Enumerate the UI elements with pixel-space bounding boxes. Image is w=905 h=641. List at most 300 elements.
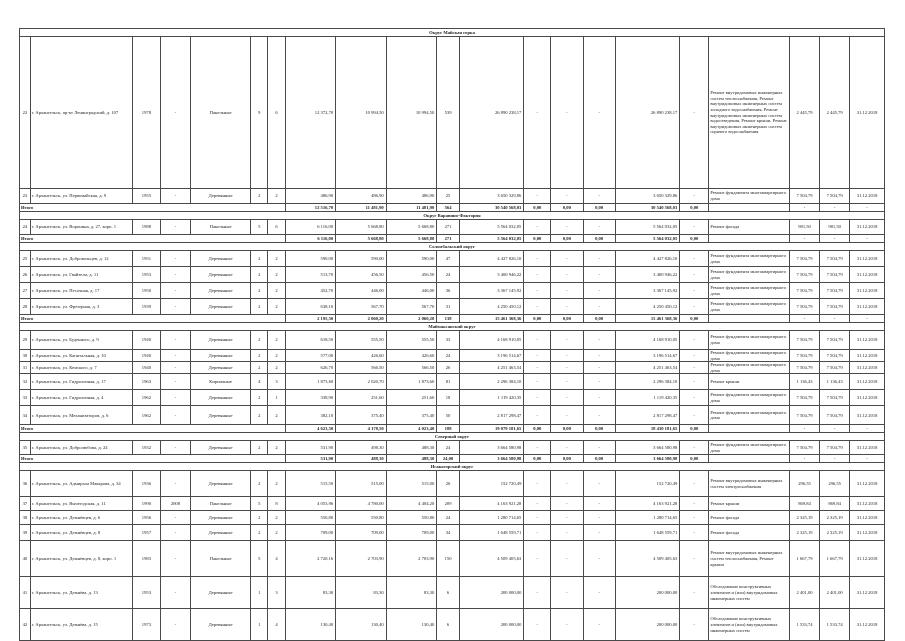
cell-c1: - xyxy=(524,511,551,525)
cell-entrances: 2 xyxy=(268,299,285,315)
cell-no: 29 xyxy=(20,331,31,350)
cell-cost: 4 427 826,10 xyxy=(459,251,524,267)
cell-c1: - xyxy=(524,497,551,511)
cell-work: Ремонт фасада xyxy=(709,525,790,541)
table-row xyxy=(20,541,885,577)
cell-entrances: 2 xyxy=(268,267,285,283)
cell-p1: 7 504,79 xyxy=(789,331,819,350)
cell-cost: 5 564 032,05 xyxy=(459,220,524,235)
cell-c3: - xyxy=(583,267,615,283)
cell-date: 31.12.2018 xyxy=(850,471,885,497)
cell-material: Деревянные xyxy=(190,525,250,541)
cell-p2: 1 136,43 xyxy=(820,374,850,390)
total-cell-area-live: 4 023,40 xyxy=(386,425,437,433)
cell-c5: - xyxy=(680,299,709,315)
cell-entrances: 2 xyxy=(268,471,285,497)
cell-p2: 7 504,79 xyxy=(820,299,850,315)
cell-p1: 2 325,19 xyxy=(789,525,819,541)
cell-people: 50 xyxy=(437,406,460,425)
cell-material: Кирпичные xyxy=(190,374,250,390)
cell-people: 24 xyxy=(437,511,460,525)
cell-c4: 1 280 714,65 xyxy=(615,511,680,525)
total-cell-c2: 0,00 xyxy=(551,235,583,243)
cell-c4: 4 163 921,28 xyxy=(615,497,680,511)
cell-material: Деревянные xyxy=(190,609,250,641)
total-cell-p2: - xyxy=(820,204,850,212)
cell-year: 1956 xyxy=(132,511,160,525)
cell-area-live: 550,80 xyxy=(386,511,437,525)
total-cell-c4: 15 461 368,36 xyxy=(615,315,680,323)
cell-date: 31.12.2018 xyxy=(850,220,885,235)
cell-area-res: 130,40 xyxy=(336,609,387,641)
cell-cost: 1 119 420,35 xyxy=(459,390,524,406)
cell-entrances: 6 xyxy=(268,220,285,235)
cell-floors: 2 xyxy=(251,331,268,350)
cell-c4: 3 367 145,92 xyxy=(615,283,680,299)
cell-area-total: 513,70 xyxy=(285,267,336,283)
cell-floors: 5 xyxy=(251,220,268,235)
total-row xyxy=(20,455,885,463)
cell-c2: - xyxy=(551,251,583,267)
cell-year2: - xyxy=(160,331,190,350)
cell-c5: - xyxy=(680,37,709,189)
cell-area-total: 618,50 xyxy=(285,331,336,350)
cell-no: 23 xyxy=(20,189,31,204)
cell-year: 1988 xyxy=(132,220,160,235)
cell-p1: 7 504,79 xyxy=(789,283,819,299)
cell-work: Ремонт фундамента многоквартирного дома xyxy=(709,441,790,455)
table-row xyxy=(20,406,885,425)
cell-c1: - xyxy=(524,251,551,267)
cell-year: 1973 xyxy=(132,609,160,641)
cell-work: Ремонт крыши xyxy=(709,374,790,390)
cell-year: 1962 xyxy=(132,406,160,425)
cell-c4: 4 168 910,05 xyxy=(615,331,680,350)
total-cell-work xyxy=(709,455,790,463)
total-cell-area-live: 5 668,80 xyxy=(386,235,437,243)
total-cell-c2: 0,00 xyxy=(551,204,583,212)
cell-c3: - xyxy=(583,251,615,267)
cell-year: 1950 xyxy=(132,283,160,299)
cell-people: 34 xyxy=(437,525,460,541)
cell-c5: - xyxy=(680,497,709,511)
cell-area-live: 251,60 xyxy=(386,390,437,406)
cell-c5: - xyxy=(680,331,709,350)
cell-people: 81 xyxy=(437,374,460,390)
cell-people: 6 xyxy=(437,609,460,641)
total-cell-cost: 15 461 368,36 xyxy=(459,315,524,323)
table-row xyxy=(20,497,885,511)
cell-addr: г. Архангельск, ул. Гвайзели, д. 11 xyxy=(30,267,132,283)
total-cell-date: - xyxy=(850,204,885,212)
total-cell-area-res: 2 060,20 xyxy=(336,315,387,323)
cell-no: 35 xyxy=(20,441,31,455)
total-cell-c5: 0,00 xyxy=(680,315,709,323)
section-title: Исакогорский округ xyxy=(20,463,885,471)
cell-year: 1951 xyxy=(132,251,160,267)
cell-c5: - xyxy=(680,525,709,541)
cell-floors: 2 xyxy=(251,362,268,374)
cell-c3: - xyxy=(583,374,615,390)
cell-work: Ремонт фундамента многоквартирного дома xyxy=(709,299,790,315)
cell-c5: - xyxy=(680,541,709,577)
cell-year2: - xyxy=(160,299,190,315)
table-row xyxy=(20,471,885,497)
cell-c2: - xyxy=(551,406,583,425)
total-cell-work xyxy=(709,204,790,212)
cell-year2: - xyxy=(160,441,190,455)
total-row xyxy=(20,315,885,323)
cell-addr: г. Архангельск, ул. Гидролизная, д. 17 xyxy=(30,374,132,390)
cell-material: Деревянные xyxy=(190,471,250,497)
cell-addr: г. Архангельск, ул. Капитальная, д. 10 xyxy=(30,350,132,362)
cell-year2: - xyxy=(160,609,190,641)
cell-c5: - xyxy=(680,577,709,609)
cell-c3: - xyxy=(583,541,615,577)
cell-c3: - xyxy=(583,331,615,350)
cell-c1: - xyxy=(524,283,551,299)
cell-c2: - xyxy=(551,497,583,511)
cell-date: 31.12.2018 xyxy=(850,541,885,577)
cell-date: 31.12.2018 xyxy=(850,350,885,362)
cell-floors: 2 xyxy=(251,511,268,525)
cell-c1: - xyxy=(524,350,551,362)
total-cell-c3: 0,00 xyxy=(583,235,615,243)
cell-c5: - xyxy=(680,362,709,374)
cell-area-total: 577,00 xyxy=(285,350,336,362)
cell-work: Ремонт фундамента многоквартирного дома xyxy=(709,406,790,425)
cell-area-live: 130,40 xyxy=(386,609,437,641)
total-cell-work xyxy=(709,315,790,323)
cell-year: 1932 xyxy=(132,441,160,455)
cell-work: Обследование конструктивных элементов и (или) внутридомовых инженерных систем xyxy=(709,609,790,641)
cell-area-live: 426,60 xyxy=(386,350,437,362)
cell-area-res: 550,80 xyxy=(336,511,387,525)
cell-addr: г. Архангельск, ул. Гидролизная, д. 4 xyxy=(30,390,132,406)
cell-c2: - xyxy=(551,331,583,350)
cell-area-live: 4 404,20 xyxy=(386,497,437,511)
cell-no: 37 xyxy=(20,497,31,511)
cell-c1: - xyxy=(524,471,551,497)
cell-entrances: 4 xyxy=(268,541,285,577)
table-row xyxy=(20,350,885,362)
cell-addr: г. Архангельск, ул. Дежнёва, д. 15 xyxy=(30,609,132,641)
cell-area-total: 1 873,60 xyxy=(285,374,336,390)
cell-material: Панельные xyxy=(190,37,250,189)
cell-c5: - xyxy=(680,511,709,525)
cell-floors: 2 xyxy=(251,267,268,283)
cell-c3: - xyxy=(583,299,615,315)
cell-area-total: 531,90 xyxy=(285,441,336,455)
cell-p2: 2 325,19 xyxy=(820,511,850,525)
cell-c4: 4 250 450,12 xyxy=(615,299,680,315)
cell-material: Деревянные xyxy=(190,283,250,299)
table-row xyxy=(20,525,885,541)
cell-c1: - xyxy=(524,37,551,189)
cell-year: 1936 xyxy=(132,471,160,497)
cell-p2: 7 504,79 xyxy=(820,441,850,455)
cell-cost: 1 280 714,65 xyxy=(459,511,524,525)
cell-area-live: 488,30 xyxy=(386,441,437,455)
total-cell-c4: 3 664 580,98 xyxy=(615,455,680,463)
cell-cost: 2 817 298,47 xyxy=(459,406,524,425)
cell-c2: - xyxy=(551,299,583,315)
total-label: Итого xyxy=(20,455,286,463)
total-cell-c1: 0,00 xyxy=(524,235,551,243)
cell-c5: - xyxy=(680,374,709,390)
cell-year: 1990 xyxy=(132,497,160,511)
cell-p2: 2 445,79 xyxy=(820,37,850,189)
cell-floors: 5 xyxy=(251,497,268,511)
total-cell-work xyxy=(709,235,790,243)
cell-p2: 7 504,79 xyxy=(820,390,850,406)
cell-area-total: 515,50 xyxy=(285,471,336,497)
cell-p1: 7 504,79 xyxy=(789,406,819,425)
cell-people: 26 xyxy=(437,362,460,374)
total-cell-p1: - xyxy=(789,204,819,212)
cell-addr: г. Архангельск, ул. Песочная, д. 17 xyxy=(30,283,132,299)
cell-addr: г. Архангельск, ул. Первомайская, д. 9 xyxy=(30,189,132,204)
cell-area-total: 452,70 xyxy=(285,283,336,299)
cell-cost: 4 250 450,12 xyxy=(459,299,524,315)
cell-c5: - xyxy=(680,406,709,425)
cell-addr: г. Архангельск, ул. Дежнёва, д. 13 xyxy=(30,577,132,609)
cell-year2: - xyxy=(160,525,190,541)
total-cell-area-total: 12 516,70 xyxy=(285,204,336,212)
cell-addr: г. Архангельск, ул. Дежнёвцев, д. 8, корп. 1 xyxy=(30,541,132,577)
cell-c2: - xyxy=(551,283,583,299)
cell-no: 28 xyxy=(20,299,31,315)
cell-year2: - xyxy=(160,577,190,609)
table-row xyxy=(20,37,885,189)
cell-entrances: 2 xyxy=(268,350,285,362)
cell-area-res: 10 994,50 xyxy=(336,37,387,189)
cell-area-live: 590,00 xyxy=(386,251,437,267)
cell-floors: 1 xyxy=(251,609,268,641)
cell-entrances: 3 xyxy=(268,374,285,390)
cell-no: 39 xyxy=(20,525,31,541)
cell-people: 36 xyxy=(437,283,460,299)
table-row xyxy=(20,251,885,267)
cell-people: 24 xyxy=(437,441,460,455)
cell-addr: г. Архангельск, ул. Фрезерная, д. 3 xyxy=(30,299,132,315)
cell-area-live: 83,30 xyxy=(386,577,437,609)
cell-date: 31.12.2018 xyxy=(850,331,885,350)
cell-p1: 869,84 xyxy=(789,497,819,511)
cell-p1: 2 401,00 xyxy=(789,577,819,609)
cell-area-live: 5 668,80 xyxy=(386,220,437,235)
cell-p1: 7 504,79 xyxy=(789,362,819,374)
cell-c3: - xyxy=(583,220,615,235)
cell-c2: - xyxy=(551,189,583,204)
total-row xyxy=(20,425,885,433)
cell-year2: - xyxy=(160,220,190,235)
cell-c4: 4 427 826,10 xyxy=(615,251,680,267)
cell-floors: 2 xyxy=(251,525,268,541)
cell-addr: г. Архангельск, ул. Механизаторов, д. 6 xyxy=(30,406,132,425)
cell-area-res: 2 020,70 xyxy=(336,374,387,390)
total-cell-p1: - xyxy=(789,425,819,433)
total-cell-c4: 5 564 032,05 xyxy=(615,235,680,243)
cell-area-live: 567,70 xyxy=(386,299,437,315)
cell-year2: - xyxy=(160,37,190,189)
cell-c2: - xyxy=(551,471,583,497)
housing-repair-table xyxy=(19,28,885,641)
table-row xyxy=(20,511,885,525)
cell-area-total: 6 116,00 xyxy=(285,220,336,235)
cell-area-total: 130,40 xyxy=(285,609,336,641)
cell-work: Ремонт фундамента многоквартирного дома xyxy=(709,390,790,406)
total-cell-c1: 0,00 xyxy=(524,455,551,463)
total-cell-people: 564 xyxy=(437,204,460,212)
cell-entrances: 4 xyxy=(268,609,285,641)
cell-area-live: 1 873,60 xyxy=(386,374,437,390)
cell-addr: г. Архангельск, ул. Вычегодская, д. 11 xyxy=(30,497,132,511)
cell-cost: 200 000,00 xyxy=(459,577,524,609)
cell-date: 31.12.2018 xyxy=(850,577,885,609)
cell-area-res: 83,30 xyxy=(336,577,387,609)
table-row xyxy=(20,609,885,641)
cell-year: 1962 xyxy=(132,390,160,406)
cell-floors: 2 xyxy=(251,406,268,425)
cell-people: 25 xyxy=(437,189,460,204)
cell-p2: 1 667,79 xyxy=(820,541,850,577)
cell-c2: - xyxy=(551,441,583,455)
cell-p1: 1 667,79 xyxy=(789,541,819,577)
cell-work: Ремонт фундамента многоквартирного дома xyxy=(709,283,790,299)
cell-no: 26 xyxy=(20,267,31,283)
cell-year: 1955 xyxy=(132,189,160,204)
cell-c3: - xyxy=(583,406,615,425)
cell-c3: - xyxy=(583,497,615,511)
cell-year2: 2008 xyxy=(160,497,190,511)
cell-c2: - xyxy=(551,374,583,390)
cell-date: 31.12.2018 xyxy=(850,511,885,525)
cell-addr: г. Архангельск, ул. Дежнёвцев, д. 8 xyxy=(30,525,132,541)
cell-material: Деревянные xyxy=(190,189,250,204)
cell-entrances: 2 xyxy=(268,406,285,425)
cell-c5: - xyxy=(680,471,709,497)
cell-floors: 2 xyxy=(251,390,268,406)
total-cell-c3: 0,00 xyxy=(583,315,615,323)
cell-p1: 2 325,19 xyxy=(789,511,819,525)
cell-work: Ремонт внутридомовых инженерных систем теплоснабжения, Ремонт крыши xyxy=(709,541,790,577)
total-cell-c4: 18 430 181,65 xyxy=(615,425,680,433)
cell-area-total: 590,00 xyxy=(285,251,336,267)
cell-floors: 2 xyxy=(251,251,268,267)
cell-no: 41 xyxy=(20,577,31,609)
cell-c4: 4 509 405,63 xyxy=(615,541,680,577)
total-cell-area-live: 11 481,90 xyxy=(386,204,437,212)
cell-area-res: 566,50 xyxy=(336,362,387,374)
cell-area-res: 251,60 xyxy=(336,390,387,406)
cell-cost: 152 720,49 xyxy=(459,471,524,497)
table-row xyxy=(20,331,885,350)
cell-material: Деревянные xyxy=(190,406,250,425)
cell-p2: 7 504,79 xyxy=(820,350,850,362)
cell-no: 22 xyxy=(20,37,31,189)
total-label: Итого xyxy=(20,204,286,212)
cell-no: 34 xyxy=(20,406,31,425)
cell-p2: 7 504,79 xyxy=(820,251,850,267)
cell-people: 24 xyxy=(437,267,460,283)
section-title: Округ Майская горка xyxy=(20,29,885,37)
cell-people: 6 xyxy=(437,577,460,609)
total-cell-work xyxy=(709,425,790,433)
cell-material: Панельные xyxy=(190,541,250,577)
cell-addr: г. Архангельск, ул. Кемского, д. 7 xyxy=(30,362,132,374)
cell-c2: - xyxy=(551,350,583,362)
total-cell-date: - xyxy=(850,425,885,433)
cell-p2: 869,84 xyxy=(820,497,850,511)
cell-year: 1940 xyxy=(132,331,160,350)
cell-no: 31 xyxy=(20,362,31,374)
cell-work: Ремонт фундамента многоквартирного дома xyxy=(709,350,790,362)
cell-c1: - xyxy=(524,577,551,609)
cell-c3: - xyxy=(583,189,615,204)
cell-p2: 7 504,79 xyxy=(820,267,850,283)
cell-year: 1940 xyxy=(132,350,160,362)
cell-year2: - xyxy=(160,283,190,299)
total-cell-p2: - xyxy=(820,425,850,433)
total-label: Итого xyxy=(20,235,286,243)
cell-cost: 3 196 514,67 xyxy=(459,350,524,362)
total-cell-c1: 0,00 xyxy=(524,204,551,212)
cell-material: Деревянные xyxy=(190,299,250,315)
cell-year2: - xyxy=(160,511,190,525)
cell-c1: - xyxy=(524,541,551,577)
cell-people: 33 xyxy=(437,331,460,350)
cell-area-live: 2 703,90 xyxy=(386,541,437,577)
cell-p1: 7 504,79 xyxy=(789,299,819,315)
table-row xyxy=(20,577,885,609)
cell-c2: - xyxy=(551,525,583,541)
cell-date: 31.12.2018 xyxy=(850,251,885,267)
cell-c1: - xyxy=(524,441,551,455)
cell-p1: 2 445,79 xyxy=(789,37,819,189)
cell-people: 271 xyxy=(437,220,460,235)
total-cell-cost: 19 079 181,65 xyxy=(459,425,524,433)
cell-floors: 2 xyxy=(251,471,268,497)
cell-c5: - xyxy=(680,609,709,641)
cell-cost: 3 664 580,98 xyxy=(459,441,524,455)
total-cell-p2: - xyxy=(820,235,850,243)
cell-entrances: 1 xyxy=(268,390,285,406)
cell-cost: 200 000,00 xyxy=(459,609,524,641)
cell-area-total: 12 372,70 xyxy=(285,37,336,189)
total-cell-cost: 5 564 032,05 xyxy=(459,235,524,243)
total-cell-c2: 0,00 xyxy=(551,315,583,323)
cell-material: Деревянные xyxy=(190,577,250,609)
cell-work: Обследование конструктивных элементов и (или) внутридомовых инженерных систем xyxy=(709,577,790,609)
cell-date: 31.12.2018 xyxy=(850,390,885,406)
cell-c3: - xyxy=(583,511,615,525)
cell-floors: 2 xyxy=(251,441,268,455)
cell-people: 47 xyxy=(437,251,460,267)
cell-year2: - xyxy=(160,350,190,362)
total-cell-area-live: 2 060,20 xyxy=(386,315,437,323)
cell-p1: 1 136,43 xyxy=(789,374,819,390)
cell-c5: - xyxy=(680,251,709,267)
cell-area-total: 2 720,16 xyxy=(285,541,336,577)
cell-year2: - xyxy=(160,471,190,497)
total-cell-area-total: 6 116,00 xyxy=(285,235,336,243)
total-cell-people: 271 xyxy=(437,235,460,243)
total-cell-area-res: 4 178,50 xyxy=(336,425,387,433)
cell-c4: 4 251 463,54 xyxy=(615,362,680,374)
cell-p2: 1 533,74 xyxy=(820,609,850,641)
cell-area-total: 4 053,96 xyxy=(285,497,336,511)
